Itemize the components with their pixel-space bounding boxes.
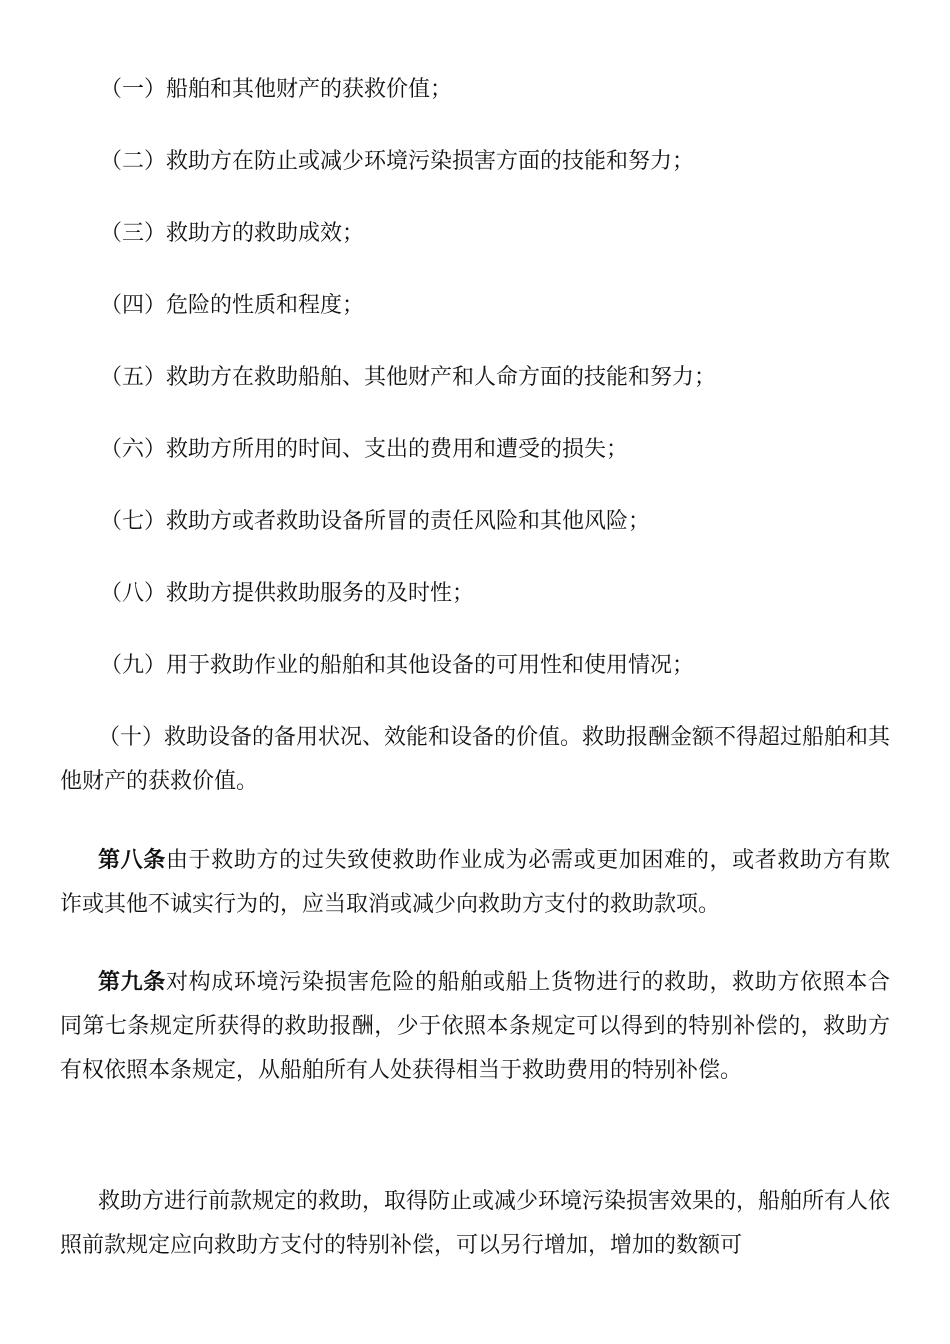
list-item-3: （三）救助方的救助成效；	[100, 221, 365, 246]
list-item-6: （六）救助方所用的时间、支出的费用和遭受的损失；	[100, 437, 629, 462]
article-9-text: 对构成环境污染损害危险的船舶或船上货物进行的救助，救助方依照本合同第七条规定所获得的救助报酬，少于依照本条规定可以得到的特别补偿的，救助方有权依照本条规定，从船舶所有人处获得相当于救助费用的特别补偿。	[60, 970, 890, 1083]
article-8-heading: 第八条	[98, 847, 166, 873]
list-item-4: （四）危险的性质和程度；	[100, 293, 365, 318]
list-item-2: （二）救助方在防止或减少环境污染损害方面的技能和努力；	[100, 149, 695, 174]
list-item-8: （八）救助方提供救助服务的及时性；	[100, 581, 475, 606]
list-item-7: （七）救助方或者救助设备所冒的责任风险和其他风险；	[100, 509, 651, 534]
list-item-9: （九）用于救助作业的船舶和其他设备的可用性和使用情况；	[100, 653, 695, 678]
article-9-paragraph	[60, 960, 890, 1093]
article-8-paragraph	[60, 838, 890, 927]
list-item-10: （十）救助设备的备用状况、效能和设备的价值。救助报酬金额不得超过船舶和其他财产的获救价值。	[60, 725, 891, 794]
final-paragraph: 救助方进行前款规定的救助，取得防止或减少环境污染损害效果的，船舶所有人依照前款规定应向救助方支付的特别补偿，可以另行增加，增加的数额可	[60, 1189, 891, 1258]
list-item-1: （一）船舶和其他财产的获救价值；	[100, 77, 453, 102]
article-8-text: 由于救助方的过失致使救助作业成为必需或更加困难的，或者救助方有欺诈或其他不诚实行为的，应当取消或减少向救助方支付的救助款项。	[60, 848, 890, 917]
list-item-5: （五）救助方在救助船舶、其他财产和人命方面的技能和努力；	[100, 365, 717, 390]
article-9-heading: 第九条	[98, 969, 166, 995]
